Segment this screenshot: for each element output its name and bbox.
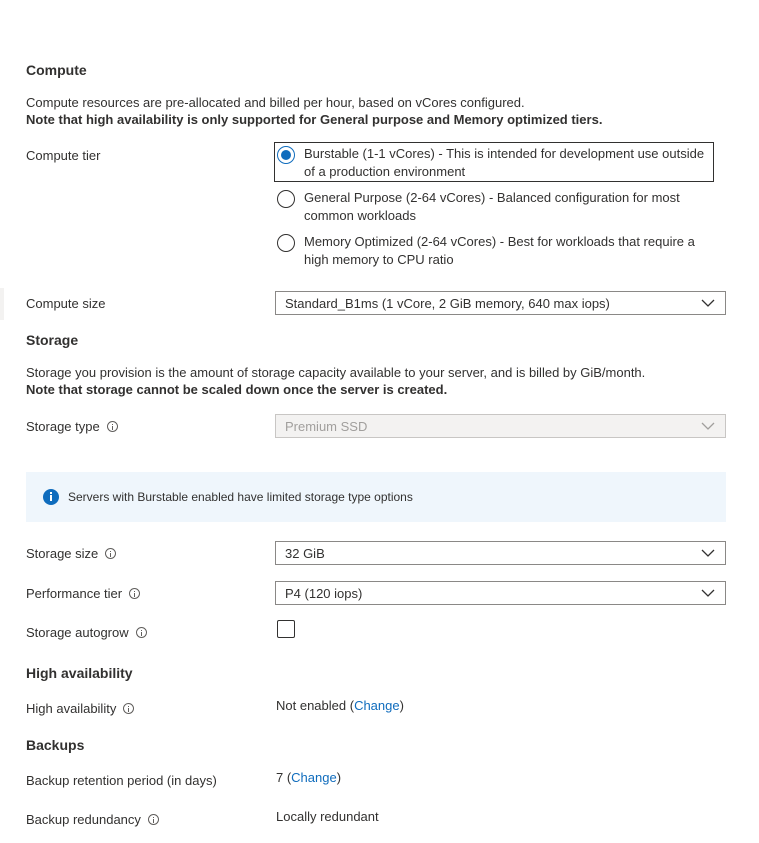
- compute-tier-option-memory-optimized[interactable]: [277, 233, 717, 269]
- storage-type-label: Storage type: [26, 419, 118, 434]
- radio-label-burstable: Burstable (1-1 vCores) - This is intended for development use outside of a production environment: [304, 146, 705, 179]
- compute-size-label: Compute size: [26, 296, 106, 311]
- compute-size-value: Standard_B1ms (1 vCore, 2 GiB memory, 640 max iops): [285, 295, 610, 311]
- storage-heading: Storage: [26, 332, 79, 348]
- storage-size-dropdown[interactable]: [275, 541, 726, 565]
- compute-description: [26, 94, 746, 128]
- info-icon[interactable]: [136, 627, 147, 638]
- chevron-down-icon: [701, 298, 715, 308]
- radio-memory-optimized[interactable]: [277, 234, 295, 252]
- high-availability-heading: High availability: [26, 665, 133, 681]
- storage-info-banner: [26, 472, 726, 522]
- high-availability-change-link[interactable]: Change: [354, 698, 400, 713]
- info-circle-icon: [43, 489, 59, 505]
- high-availability-value: Not enabled (Change): [276, 698, 404, 713]
- backup-retention-label: Backup retention period (in days): [26, 773, 217, 788]
- compute-tier-option-burstable[interactable]: [277, 145, 717, 181]
- compute-desc-line1: Compute resources are pre-allocated and billed per hour, based on vCores configured.: [26, 95, 525, 110]
- compute-heading: Compute: [26, 62, 87, 78]
- radio-general-purpose[interactable]: [277, 190, 295, 208]
- radio-label-general-purpose: General Purpose (2-64 vCores) - Balanced configuration for most common workloads: [304, 190, 680, 223]
- performance-tier-dropdown[interactable]: [275, 581, 726, 605]
- info-icon[interactable]: [123, 703, 134, 714]
- info-icon[interactable]: [105, 548, 116, 559]
- radio-burstable[interactable]: [277, 146, 295, 164]
- performance-tier-label: Performance tier: [26, 586, 140, 601]
- compute-tier-option-general-purpose[interactable]: [277, 189, 717, 225]
- storage-size-value: 32 GiB: [285, 545, 325, 561]
- left-edge-panel: [0, 288, 4, 320]
- backup-retention-value: 7 (Change): [276, 770, 342, 785]
- info-icon[interactable]: [148, 814, 159, 825]
- backup-redundancy-label: Backup redundancy: [26, 812, 159, 827]
- storage-type-dropdown: [275, 414, 726, 438]
- storage-description: [26, 364, 746, 398]
- compute-tier-label: Compute tier: [26, 148, 101, 163]
- storage-desc-line1: Storage you provision is the amount of storage capacity available to your server, and is billed by GiB/month.: [26, 365, 646, 380]
- chevron-down-icon: [701, 548, 715, 558]
- info-icon[interactable]: [107, 421, 118, 432]
- radio-label-memory-optimized: Memory Optimized (2-64 vCores) - Best for workloads that require a high memory to CPU ratio: [304, 234, 695, 267]
- backup-retention-change-link[interactable]: Change: [291, 770, 337, 785]
- storage-info-message: Servers with Burstable enabled have limited storage type options: [68, 490, 413, 504]
- backup-redundancy-value: Locally redundant: [276, 809, 379, 824]
- performance-tier-value: P4 (120 iops): [285, 585, 363, 601]
- compute-desc-line2: Note that high availability is only supported for General purpose and Memory optimized tiers.: [26, 112, 603, 127]
- storage-type-value: Premium SSD: [285, 418, 368, 434]
- chevron-down-icon: [701, 421, 715, 431]
- storage-autogrow-label: Storage autogrow: [26, 625, 147, 640]
- storage-size-label: Storage size: [26, 546, 116, 561]
- storage-desc-line2: Note that storage cannot be scaled down once the server is created.: [26, 382, 448, 397]
- chevron-down-icon: [701, 588, 715, 598]
- high-availability-label: High availability: [26, 701, 134, 716]
- compute-size-dropdown[interactable]: [275, 291, 726, 315]
- storage-autogrow-checkbox[interactable]: [277, 620, 295, 638]
- backups-heading: Backups: [26, 737, 85, 753]
- info-icon[interactable]: [129, 588, 140, 599]
